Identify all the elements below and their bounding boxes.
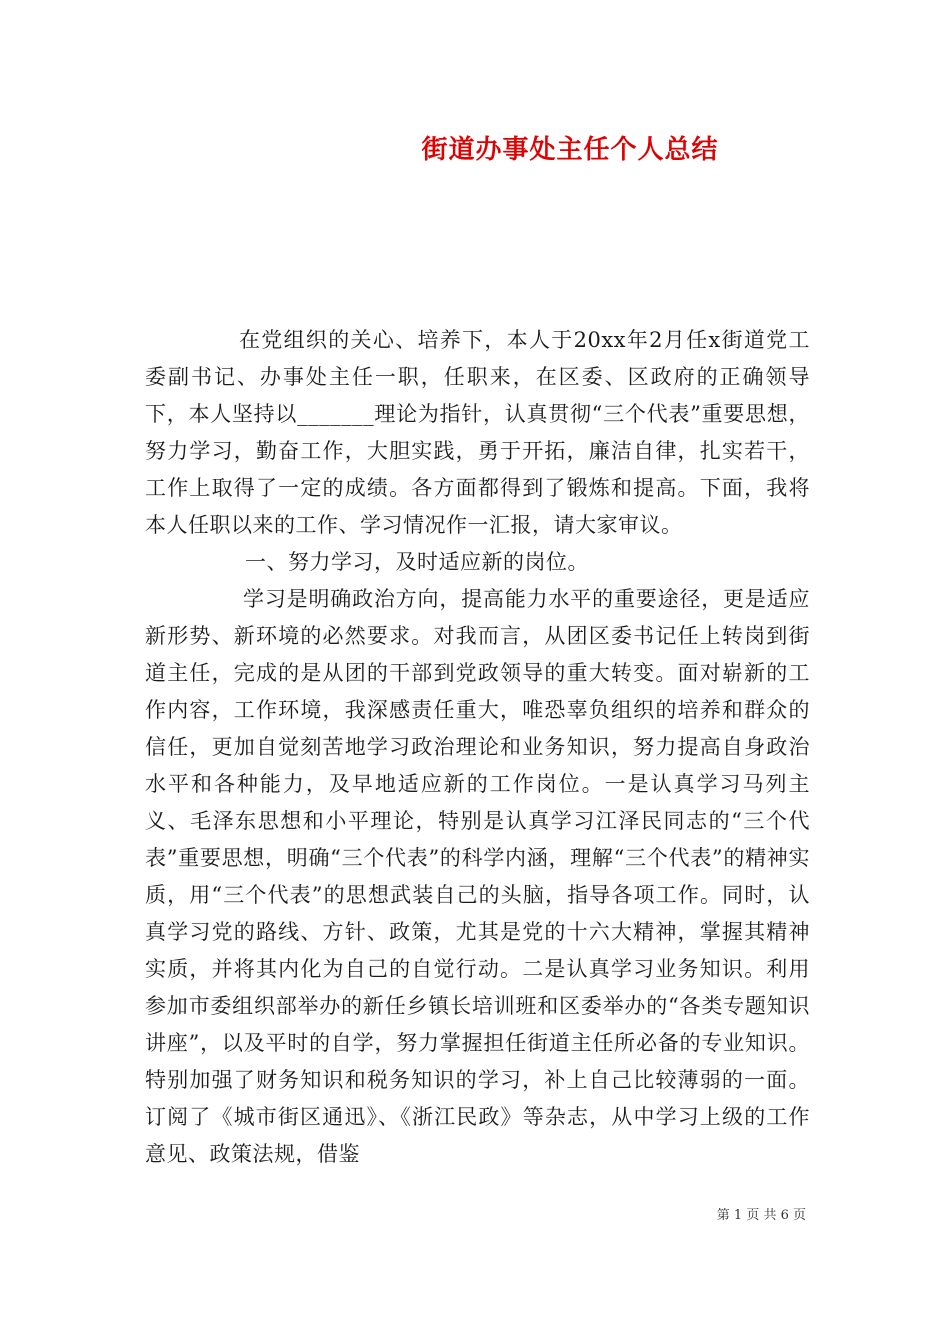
section-heading: 一、努力学习，及时适应新的岗位。 [245, 550, 589, 574]
page-footer: 第 1 页 共 6 页 [716, 1208, 806, 1223]
intro-paragraph: 在党组织的关心、培养下，本人于20xx年2月任x街道党工委副书记、办事处主任一职，任职来，在区委、区政府的正确领导下，本人坚持以_______理论为指针，认真贯彻“三个代表”重要思想，努力学习，勤奋工作，大胆实践，勇于开拓，廉洁自律，扎实若干，工作上取得了一定的成绩。各方面都得到了锻炼和提高。下面，我将本人任职以来的工作、学习情况作一汇报，请大家审议。 [145, 328, 810, 537]
document-title: 街道办事处主任个人总结 [421, 135, 719, 165]
study-paragraph: 学习是明确政治方向，提高能力水平的重要途径，更是适应新形势、新环境的必然要求。对我而言，从团区委书记任上转岗到街道主任，完成的是从团的干部到党政领导的重大转变。面对崭新的工作内容，工作环境，我深感责任重大，唯恐辜负组织的培养和群众的信任，更加自觉刻苦地学习政治理论和业务知识，努力提高自身政治水平和各种能力，及早地适应新的工作岗位。一是认真学习马列主义、毛泽东思想和小平理论，特别是认真学习江泽民同志的“三个代表”重要思想，明确“三个代表”的科学内涵，理解“三个代表”的精神实质，用“三个代表”的思想武装自己的头脑，指导各项工作。同时，认真学习党的路线、方针、政策，尤其是党的十六大精神，掌握其精神实质，并将其内化为自己的自觉行动。二是认真学习业务知识。利用参加市委组织部举办的新任乡镇长培训班和区委举办的“各类专题知识讲座”，以及平时的自学，努力掌握担任街道主任所必备的专业知识。特别加强了财务知识和税务知识的学习，补上自己比较薄弱的一面。订阅了《城市街区通迅》、《浙江民政》等杂志，从中学习上级的工作意见、政策法规，借鉴 [145, 587, 810, 1166]
document-body [145, 322, 810, 1173]
